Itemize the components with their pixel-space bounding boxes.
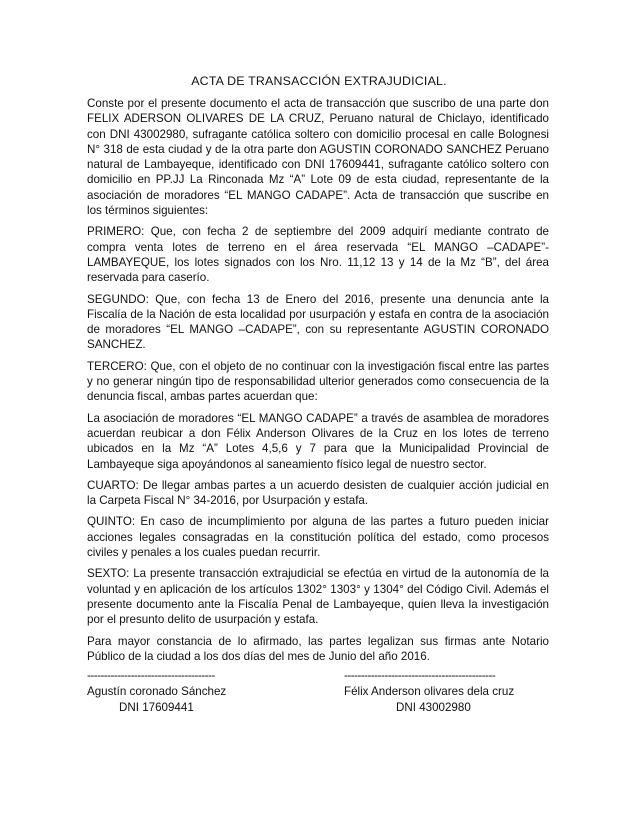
paragraph-intro: Conste por el presente documento el acta de transacción que suscribo de una parte don FELIX ADERSON OLIVARES DE LA CRUZ, Peruano natural de Chiclayo, identificado con DNI 43002980, sufragante católica soltero con domicilio procesal en calle Bolognesi N° 318 de esta ciudad y de la otra parte don AGUSTIN CORONADO SANCHEZ Peruano natural de Lambayeque, identificado con DNI 17609441, sufragante católico soltero con domicilio en PP.JJ La Rinconada Mz “A” Lote 09 de esta ciudad, representante de la asociación de moradores “EL MANGO CADAPE”. Acta de transacción que suscribe en los términos siguientes: [87, 97, 549, 218]
paragraph-segundo: SEGUNDO: Que, con fecha 13 de Enero del 2016, presente una denuncia ante la Fiscalía de la Nación de esta localidad por usurpación y estafa en contra de la asociación de moradores “EL MANGO –CADAPE”, con su representante AGUSTIN CORONADO SANCHEZ. [87, 292, 549, 352]
signature-block-left [87, 668, 226, 716]
signature-dni-left: DNI 17609441 [119, 701, 194, 714]
paragraph-acuerdo: La asociación de moradores “EL MANGO CADAPE” a través de asamblea de moradores acuerdan reubicar a don Félix Anderson Olivares de la Cruz en los lotes de terreno ubicados en la Mz “A” Lotes 4,5,6 y 7 para que la Municipalidad Provincial de Lambayeque siga apoyándonos al saneamiento físico legal de nuestro sector. [87, 411, 549, 471]
signature-line-left: -------------------------------------- [87, 669, 215, 682]
paragraph-constancia: Para mayor constancia de lo afirmado, las partes legalizan sus firmas ante Notario Público de la ciudad a los dos días del mes de Junio del año 2016. [87, 634, 549, 663]
signature-name-left: Agustín coronado Sánchez [87, 685, 227, 698]
paragraph-primero: PRIMERO: Que, con fecha 2 de septiembre del 2009 adquirí mediante contrato de compra venta lotes de terreno en el área reservada “EL MANGO –CADAPE”-LAMBAYEQUE, los lotes signados con los Nro. 11,12 13 y 14 de la Mz “B”, del área reservada para caserío. [87, 225, 549, 285]
signature-line-right: --------------------------------------------- [344, 669, 496, 682]
document-body [87, 96, 549, 670]
paragraph-quinto: QUINTO: En caso de incumplimiento por alguna de las partes a futuro pueden iniciar acciones legales consagradas en la constitución política del estado, como procesos civiles y penales a los cuales puedan recurrir. [87, 515, 549, 560]
signature-dni-right: DNI 43002980 [396, 701, 471, 714]
paragraph-tercero: TERCERO: Que, con el objeto de no continuar con la investigación fiscal entre las partes y no generar ningún tipo de responsabilidad ulterior generados como consecuencia de la denuncia fiscal, ambas partes acuerdan que: [87, 359, 549, 404]
signature-block-right [344, 668, 514, 716]
paragraph-cuarto: CUARTO: De llegar ambas partes a un acuerdo desisten de cualquier acción judicial en la Carpeta Fiscal N° 34-2016, por Usurpación y estafa. [87, 478, 549, 508]
signature-name-right: Félix Anderson olivares dela cruz [344, 685, 515, 698]
document-title: ACTA DE TRANSACCIÓN EXTRAJUDICIAL. [191, 74, 447, 88]
paragraph-sexto: SEXTO: La presente transacción extrajudicial se efectúa en virtud de la autonomía de la voluntad y en aplicación de los artículos 1302° 1303° y 1304° del Código Civil. Además el presente documento ante la Fiscalía Penal de Lambayeque, quien lleva la investigación por el presunto delito de usurpación y estafa. [87, 567, 549, 627]
